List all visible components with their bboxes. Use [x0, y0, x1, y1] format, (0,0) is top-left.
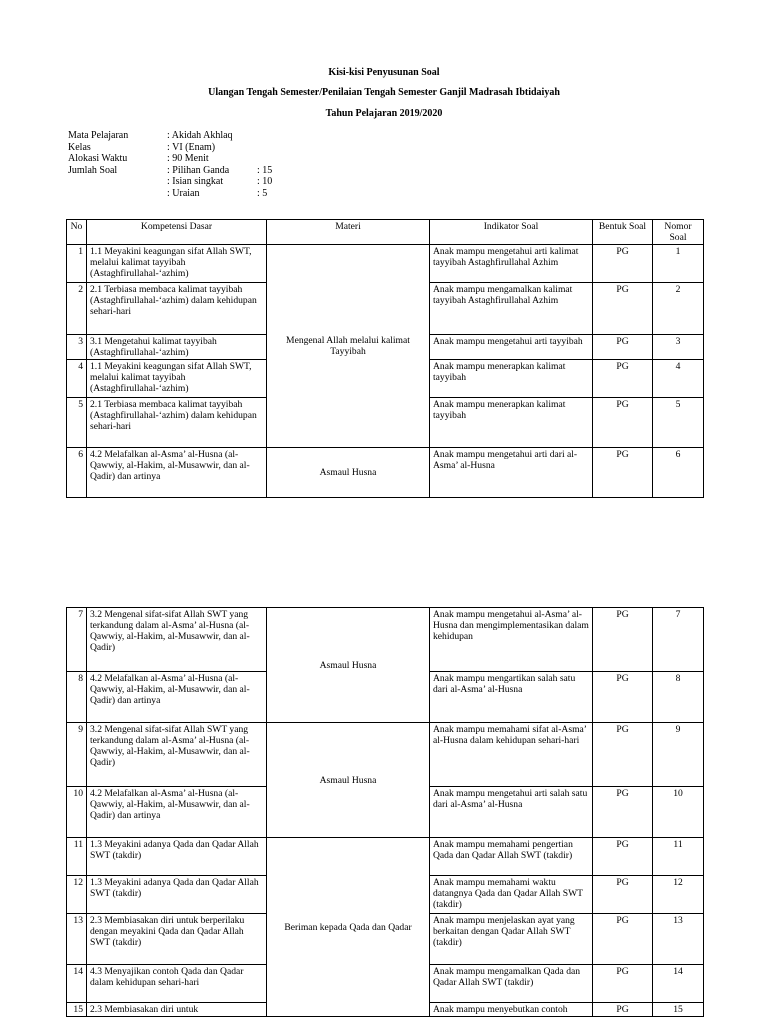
header-nomor-soal: Nomor Soal [653, 220, 704, 245]
grid-table-page1 [66, 219, 704, 498]
cell-bentuk: PG [593, 723, 653, 787]
meta-row [68, 153, 272, 165]
cell-materi: Asmaul Husna [267, 608, 430, 723]
header-bentuk-soal: Bentuk Soal [593, 220, 653, 245]
header-kompetensi-dasar: Kompetensi Dasar [87, 220, 267, 245]
cell-nomor: 7 [653, 608, 704, 672]
cell-kompetensi: 3.1 Mengetahui kalimat tayyibah (Astaghfirullahal-‘azhim) [87, 335, 267, 360]
cell-no: 6 [67, 448, 87, 498]
academic-year: Tahun Pelajaran 2019/2020 [325, 108, 443, 119]
meta-value: : Akidah Akhlaq [167, 130, 233, 141]
cell-nomor: 9 [653, 723, 704, 787]
cell-nomor: 4 [653, 360, 704, 398]
cell-kompetensi: 2.1 Terbiasa membaca kalimat tayyibah (Astaghfirullahal-‘azhim) dalam kehidupan sehari-hari [87, 398, 267, 448]
cell-nomor: 13 [653, 914, 704, 965]
cell-kompetensi: 3.2 Mengenal sifat-sifat Allah SWT yang terkandung dalam al-Asma’ al-Husna (al-Qawwiy, al-Hakim, al-Musawwir, dan al-Qadir) [87, 608, 267, 672]
cell-kompetensi: 4.2 Melafalkan al-Asma’ al-Husna (al-Qawwiy, al-Hakim, al-Musawwir, dan al-Qadir) dan artinya [87, 787, 267, 838]
cell-kompetensi: 2.3 Membiasakan diri untuk [87, 1003, 267, 1017]
cell-indikator: Anak mampu menerapkan kalimat tayyibah [430, 398, 593, 448]
cell-bentuk: PG [593, 448, 653, 498]
cell-nomor: 11 [653, 838, 704, 876]
cell-kompetensi: 4.2 Melafalkan al-Asma’ al-Husna (al-Qawwiy, al-Hakim, al-Musawwir, dan al-Qadir) dan artinya [87, 672, 267, 723]
table-header-row [67, 220, 704, 245]
document-title: Kisi-kisi Penyusunan Soal [328, 67, 440, 78]
cell-bentuk: PG [593, 914, 653, 965]
cell-no: 3 [67, 335, 87, 360]
cell-bentuk: PG [593, 608, 653, 672]
cell-indikator: Anak mampu mengamalkan Qada dan Qadar Allah SWT (takdir) [430, 965, 593, 1003]
cell-indikator: Anak mampu mengetahui arti tayyibah [430, 335, 593, 360]
cell-kompetensi: 3.2 Mengenal sifat-sifat Allah SWT yang terkandung dalam al-Asma’ al-Husna (al-Qawwiy, al-Hakim, al-Musawwir, dan al-Qadir) [87, 723, 267, 787]
meta-label: Alokasi Waktu [68, 153, 128, 164]
cell-indikator: Anak mampu mengetahui arti salah satu dari al-Asma’ al-Husna [430, 787, 593, 838]
grid-table-page2 [66, 607, 704, 1017]
meta-row [68, 130, 272, 142]
cell-bentuk: PG [593, 245, 653, 283]
cell-bentuk: PG [593, 876, 653, 914]
cell-no: 15 [67, 1003, 87, 1017]
meta-row [68, 176, 272, 188]
cell-no: 13 [67, 914, 87, 965]
cell-indikator: Anak mampu menjelaskan ayat yang berkaitan dengan Qadar Allah SWT (takdir) [430, 914, 593, 965]
meta-value: : Uraian [167, 187, 200, 199]
table-row [67, 448, 704, 498]
cell-no: 1 [67, 245, 87, 283]
meta-label [68, 176, 167, 188]
cell-kompetensi: 4.3 Menyajikan contoh Qada dan Qadar dalam kehidupan sehari-hari [87, 965, 267, 1003]
meta-value: : Isian singkat [167, 176, 224, 187]
meta-count: : 5 [257, 187, 268, 199]
cell-nomor: 10 [653, 787, 704, 838]
metadata-block [68, 130, 272, 199]
meta-label: Jumlah Soal [68, 164, 118, 176]
cell-nomor: 12 [653, 876, 704, 914]
header-indikator: Indikator Soal [430, 220, 593, 245]
meta-label [68, 188, 167, 200]
cell-nomor: 1 [653, 245, 704, 283]
cell-nomor: 3 [653, 335, 704, 360]
cell-no: 2 [67, 283, 87, 335]
meta-count: : 15 [257, 164, 273, 176]
cell-bentuk: PG [593, 787, 653, 838]
cell-materi: Asmaul Husna [267, 448, 430, 498]
cell-nomor: 14 [653, 965, 704, 1003]
cell-no: 5 [67, 398, 87, 448]
meta-row [68, 188, 272, 200]
table-row [67, 723, 704, 787]
cell-kompetensi: 4.2 Melafalkan al-Asma’ al-Husna (al-Qawwiy, al-Hakim, al-Musawwir, dan al-Qadir) dan artinya [87, 448, 267, 498]
cell-indikator: Anak mampu mengetahui arti kalimat tayyibah Astaghfirullahal Azhim [430, 245, 593, 283]
cell-kompetensi: 1.1 Meyakini keagungan sifat Allah SWT, melalui kalimat tayyibah (Astaghfirullahal-‘azhim) [87, 245, 267, 283]
cell-bentuk: PG [593, 360, 653, 398]
cell-bentuk: PG [593, 965, 653, 1003]
cell-bentuk: PG [593, 283, 653, 335]
meta-value: : Pilihan Ganda [167, 164, 230, 176]
cell-no: 7 [67, 608, 87, 672]
cell-no: 14 [67, 965, 87, 1003]
cell-bentuk: PG [593, 1003, 653, 1017]
cell-indikator: Anak mampu mengetahui arti dari al-Asma’ al-Husna [430, 448, 593, 498]
cell-kompetensi: 1.3 Meyakini adanya Qada dan Qadar Allah SWT (takdir) [87, 876, 267, 914]
cell-kompetensi: 1.1 Meyakini keagungan sifat Allah SWT, melalui kalimat tayyibah (Astaghfirullahal-‘azhim) [87, 360, 267, 398]
meta-count: : 10 [257, 176, 273, 187]
table-row [67, 245, 704, 283]
cell-indikator: Anak mampu memahami waktu datangnya Qada dan Qadar Allah SWT (takdir) [430, 876, 593, 914]
cell-kompetensi: 1.3 Meyakini adanya Qada dan Qadar Allah SWT (takdir) [87, 838, 267, 876]
cell-nomor: 2 [653, 283, 704, 335]
cell-indikator: Anak mampu memahami pengertian Qada dan Qadar Allah SWT (takdir) [430, 838, 593, 876]
header-no: No [67, 220, 87, 245]
cell-indikator: Anak mampu mengartikan salah satu dari al-Asma’ al-Husna [430, 672, 593, 723]
header-materi: Materi [267, 220, 430, 245]
cell-bentuk: PG [593, 672, 653, 723]
cell-no: 4 [67, 360, 87, 398]
cell-bentuk: PG [593, 335, 653, 360]
cell-indikator: Anak mampu memahami sifat al-Asma’ al-Husna dalam kehidupan sehari-hari [430, 723, 593, 787]
meta-value: : 90 Menit [167, 153, 209, 164]
cell-indikator: Anak mampu mengamalkan kalimat tayyibah Astaghfirullahal Azhim [430, 283, 593, 335]
cell-no: 12 [67, 876, 87, 914]
cell-no: 11 [67, 838, 87, 876]
meta-row [68, 142, 272, 154]
cell-materi: Asmaul Husna [267, 723, 430, 838]
meta-label: Kelas [68, 141, 91, 153]
cell-materi: Mengenal Allah melalui kalimat Tayyibah [267, 245, 430, 448]
cell-no: 8 [67, 672, 87, 723]
cell-bentuk: PG [593, 838, 653, 876]
cell-nomor: 5 [653, 398, 704, 448]
cell-indikator: Anak mampu menerapkan kalimat tayyibah [430, 360, 593, 398]
cell-indikator: Anak mampu menyebutkan contoh [430, 1003, 593, 1017]
table-row [67, 608, 704, 672]
cell-kompetensi: 2.1 Terbiasa membaca kalimat tayyibah (Astaghfirullahal-‘azhim) dalam kehidupan sehari-hari [87, 283, 267, 335]
cell-no: 10 [67, 787, 87, 838]
cell-materi: Beriman kepada Qada dan Qadar [267, 838, 430, 1017]
meta-row [68, 165, 272, 177]
cell-nomor: 8 [653, 672, 704, 723]
meta-value: : VI (Enam) [167, 141, 216, 153]
cell-indikator: Anak mampu mengetahui al-Asma’ al-Husna dan mengimplementasikan dalam kehidupan [430, 608, 593, 672]
cell-nomor: 15 [653, 1003, 704, 1017]
cell-nomor: 6 [653, 448, 704, 498]
cell-no: 9 [67, 723, 87, 787]
cell-bentuk: PG [593, 398, 653, 448]
meta-label: Mata Pelajaran [68, 130, 129, 141]
document-subtitle: Ulangan Tengah Semester/Penilaian Tengah Semester Ganjil Madrasah Ibtidaiyah [208, 87, 560, 98]
table-row [67, 838, 704, 876]
cell-kompetensi: 2.3 Membiasakan diri untuk berperilaku dengan meyakini Qada dan Qadar Allah SWT (takdir) [87, 914, 267, 965]
